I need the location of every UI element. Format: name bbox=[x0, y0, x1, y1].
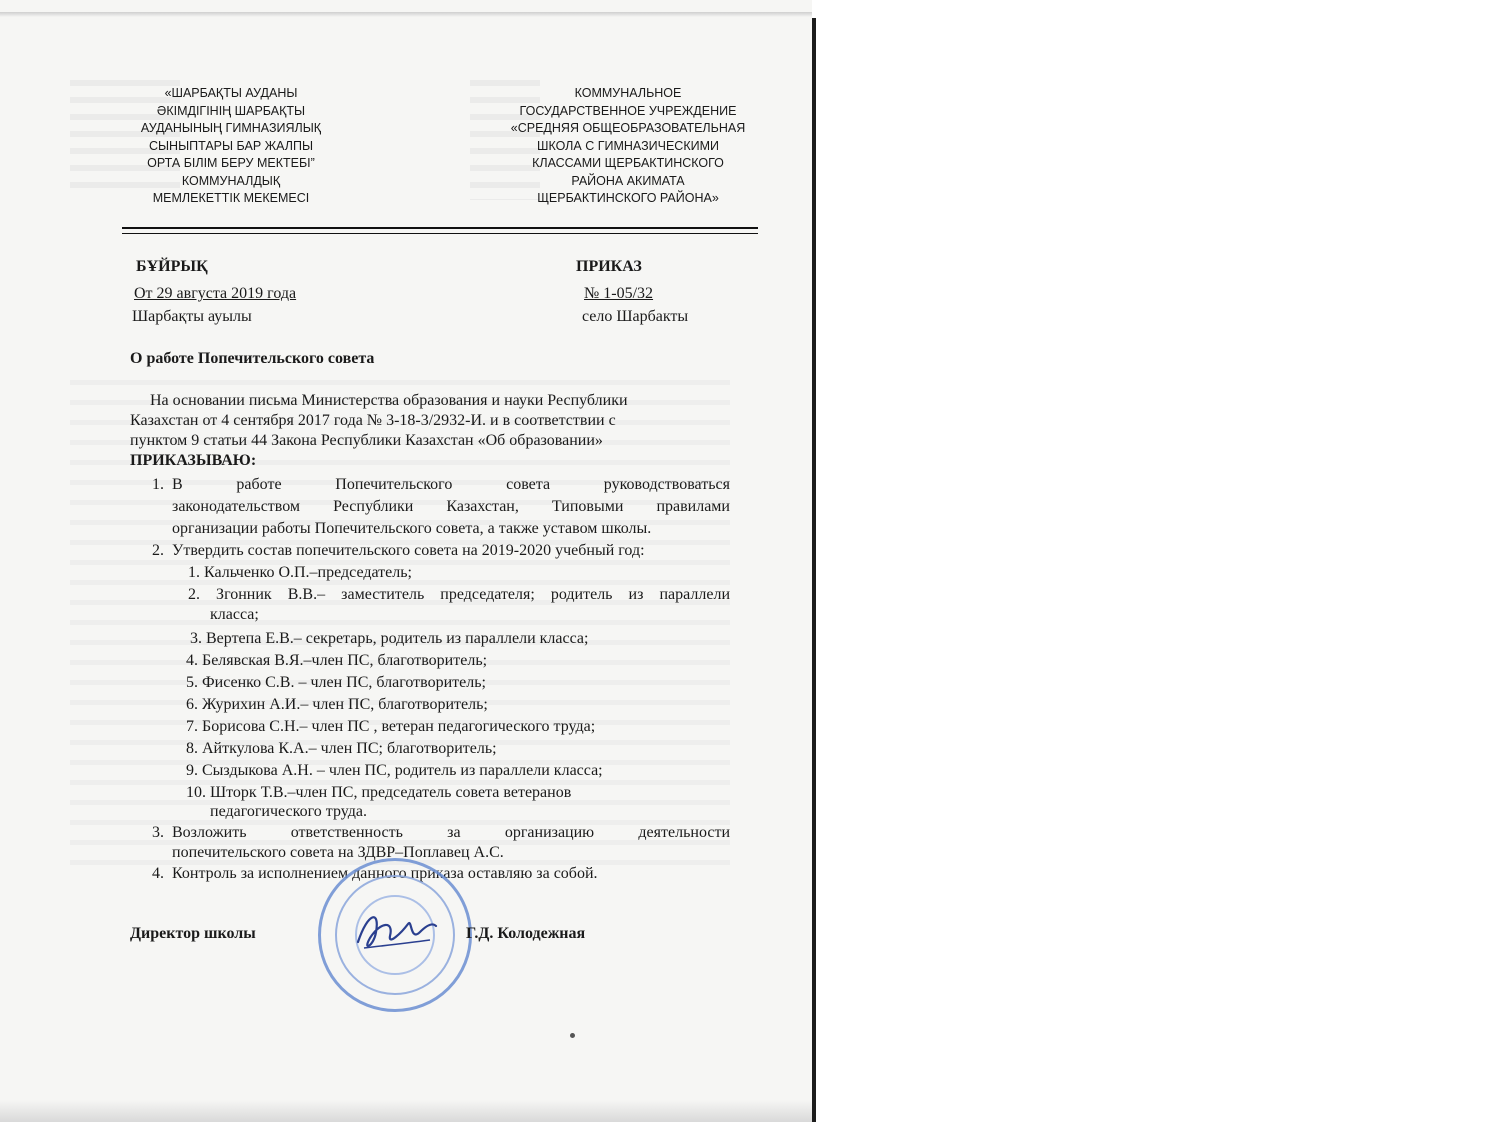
place-kazakh: Шарбақты ауылы bbox=[132, 308, 252, 325]
member-line: 5. Фисенко С.В. – член ПС, благотворитель; bbox=[186, 674, 486, 691]
member-line: 10. Шторк Т.В.–член ПС, председатель совета ветеранов bbox=[186, 784, 572, 801]
scan-edge-right bbox=[812, 18, 816, 1122]
member-line: 8. Айткулова К.А.– член ПС; благотворитель; bbox=[186, 740, 497, 757]
order-title: О работе Попечительского совета bbox=[130, 350, 375, 367]
scan-edge-top bbox=[0, 12, 812, 17]
member-line: 3. Вертепа Е.В.– секретарь, родитель из параллели класса; bbox=[190, 630, 589, 647]
handwritten-signature bbox=[350, 902, 440, 962]
header-line: АУДАНЫНЫҢ ГИМНАЗИЯЛЫҚ bbox=[140, 121, 322, 135]
header-line: ГОСУДАРСТВЕННОЕ УЧРЕЖДЕНИЕ bbox=[519, 103, 737, 118]
item-text: попечительского совета на ЗДВР–Поплавец А.С. bbox=[172, 844, 504, 861]
header-line: ШКОЛА С ГИМНАЗИЧЕСКИМИ bbox=[537, 138, 719, 153]
scan-speck bbox=[570, 1033, 575, 1038]
order-number: № 1-05/32 bbox=[584, 285, 654, 302]
header-line: КЛАССАМИ ЩЕРБАКТИНСКОГО bbox=[532, 156, 724, 170]
item-text: Возложить ответственность за организацию деятельности bbox=[172, 824, 730, 841]
header-line: ӘКІМДІГІНІҢ ШАРБАҚТЫ bbox=[156, 103, 306, 118]
order-date: От 29 августа 2019 года bbox=[134, 285, 297, 302]
member-line: 9. Сыздыкова А.Н. – член ПС, родитель из параллели класса; bbox=[186, 762, 603, 779]
member-line: класса; bbox=[210, 606, 259, 623]
member-line: педагогического труда. bbox=[210, 803, 367, 820]
header-line: «СРЕДНЯЯ ОБЩЕОБРАЗОВАТЕЛЬНАЯ bbox=[510, 121, 746, 135]
scan-edge-bottom bbox=[0, 1100, 812, 1122]
header-line: РАЙОНА АКИМАТА bbox=[571, 173, 685, 188]
item-number: 1. bbox=[152, 476, 164, 493]
place-russian: село Шарбакты bbox=[582, 308, 689, 325]
signature-position: Директор школы bbox=[130, 925, 256, 942]
item-number: 2. bbox=[152, 542, 164, 559]
member-line: 6. Журихин А.И.– член ПС, благотворитель; bbox=[186, 696, 488, 713]
header-line: МЕМЛЕКЕТТІК МЕКЕМЕСІ bbox=[152, 191, 310, 205]
item-number: 4. bbox=[152, 865, 164, 882]
item-number: 3. bbox=[152, 824, 164, 841]
header-divider bbox=[122, 227, 758, 234]
header-kazakh bbox=[100, 85, 362, 208]
member-line: 2. Згонник В.В.– заместитель председателя; родитель из параллели bbox=[188, 586, 730, 603]
member-line: 4. Белявская В.Я.–член ПС, благотворитель; bbox=[186, 652, 488, 669]
item-text: законодательством Республики Казахстан, Типовыми правилами bbox=[172, 498, 730, 515]
header-line: КОММУНАЛДЫҚ bbox=[181, 173, 281, 188]
header-russian bbox=[498, 85, 758, 208]
item-text: В работе Попечительского совета руководствоваться bbox=[172, 476, 730, 493]
header-line: ЩЕРБАКТИНСКОГО РАЙОНА» bbox=[537, 191, 719, 205]
item-text: организации работы Попечительского совета, а также уставом школы. bbox=[172, 520, 652, 537]
header-line: ОРТА БІЛІМ БЕРУ МЕКТЕБІ” bbox=[147, 156, 315, 170]
command-word: ПРИКАЗЫВАЮ: bbox=[130, 452, 257, 469]
basis-line: На основании письма Министерства образования и науки Республики bbox=[150, 392, 628, 409]
order-label-kazakh: БҰЙРЫҚ bbox=[136, 258, 208, 275]
member-line: 7. Борисова С.Н.– член ПС , ветеран педагогического труда; bbox=[186, 718, 596, 735]
header-line: СЫНЫПТАРЫ БАР ЖАЛПЫ bbox=[148, 138, 314, 153]
item-text: Контроль за исполнением данного приказа оставляю за собой. bbox=[172, 865, 598, 882]
header-line: «ШАРБАҚТЫ АУДАНЫ bbox=[164, 86, 298, 100]
order-label-russian: ПРИКАЗ bbox=[576, 258, 642, 275]
item-text: Утвердить состав попечительского совета на 2019-2020 учебный год: bbox=[172, 542, 645, 559]
member-line: 1. Кальченко О.П.–председатель; bbox=[188, 564, 412, 581]
basis-line: Казахстан от 4 сентября 2017 года № 3-18-3/2932-И. и в соответствии с bbox=[130, 412, 616, 429]
header-line: КОММУНАЛЬНОЕ bbox=[574, 86, 682, 100]
basis-line: пунктом 9 статьи 44 Закона Республики Казахстан «Об образовании» bbox=[130, 432, 603, 449]
signature-name: Г.Д. Колодежная bbox=[466, 925, 586, 942]
